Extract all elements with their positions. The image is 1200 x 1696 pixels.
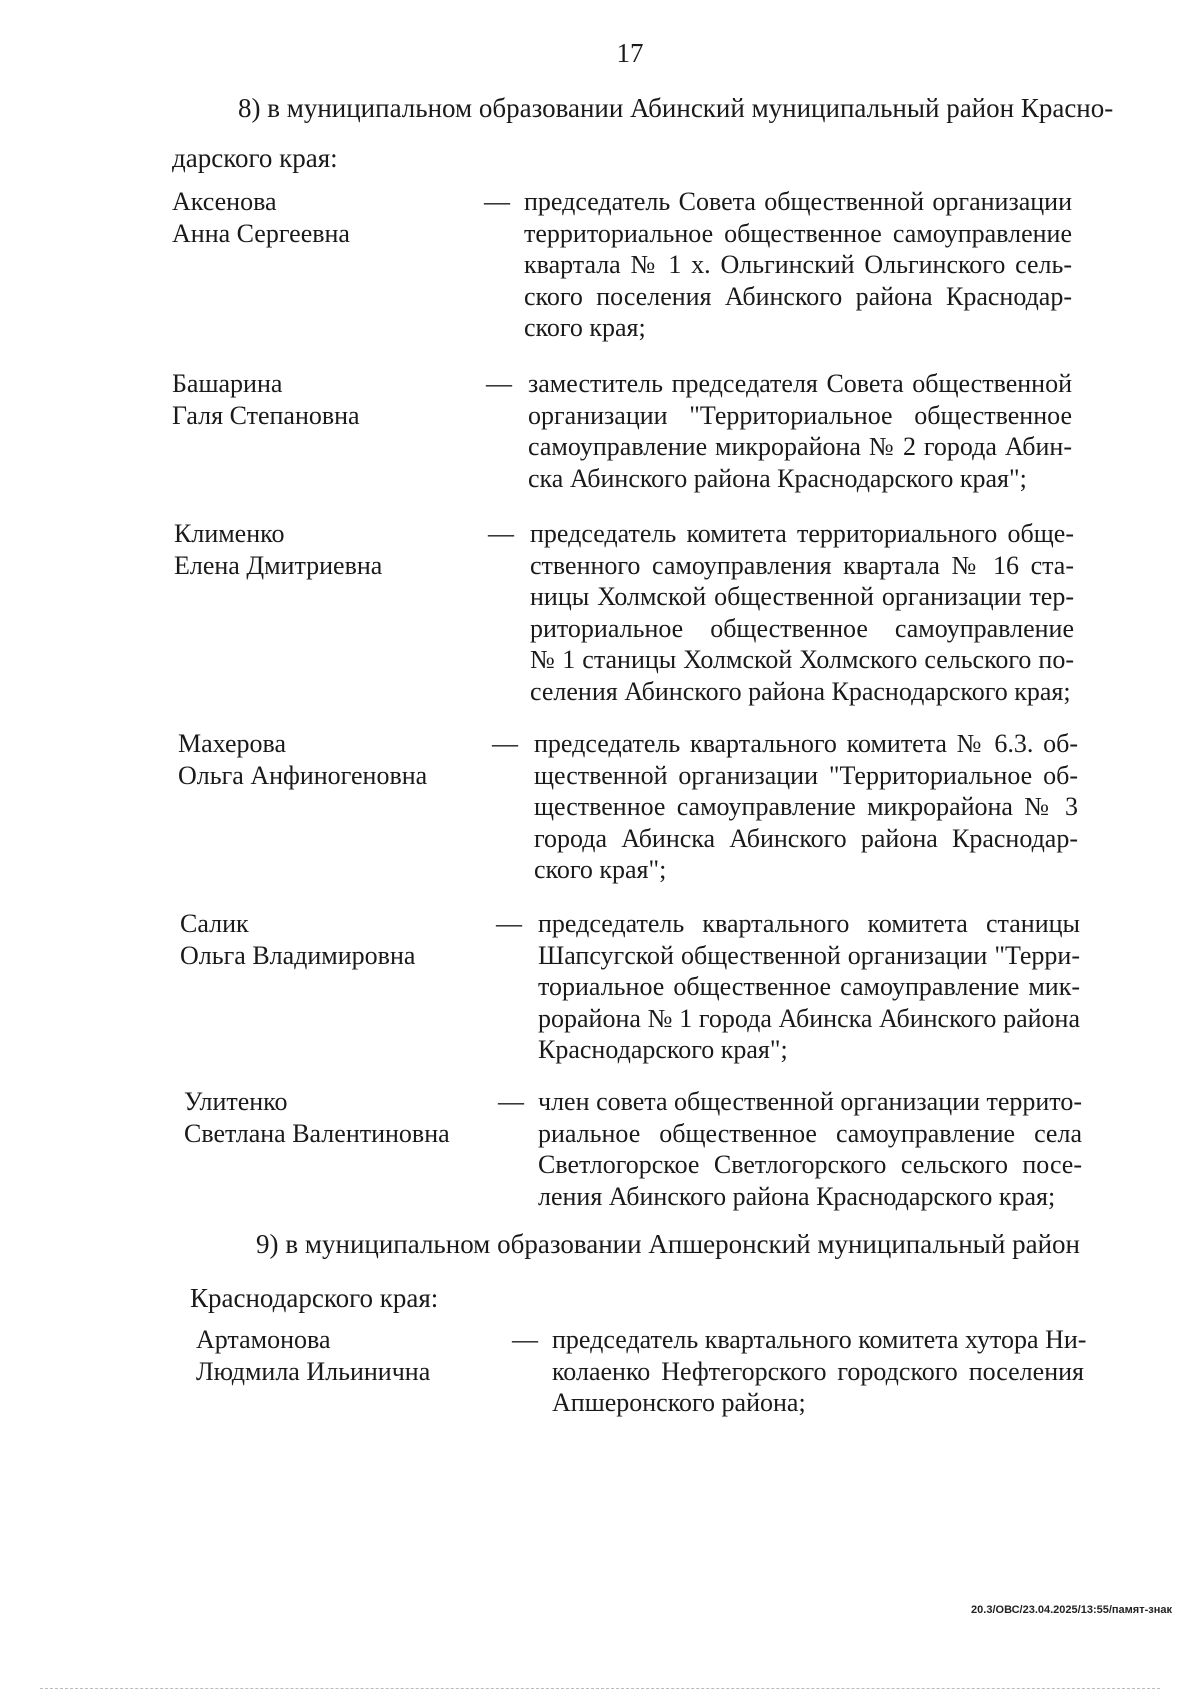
member-name: Клименко Елена Дмитриевна (174, 519, 383, 580)
member-name: Салик Ольга Владимировна (180, 909, 416, 970)
member-position: председатель Совета общественной организации территориальное общественное самоуправление квартала № 1 х. Ольгинский Ольгинского сель- ского поселения Абинского района Краснодар- ского края; (524, 187, 1072, 342)
dash: — (512, 1325, 538, 1354)
section-9-heading-continued: Краснодарского края: (190, 1283, 439, 1313)
dash: — (496, 909, 522, 938)
page-edge-divider (40, 1688, 1160, 1689)
member-name: Махерова Ольга Анфиногеновна (178, 729, 428, 790)
dash: — (492, 729, 518, 758)
member-position: заместитель председателя Совета общественной организации "Территориальное общественное самоуправление микрорайона № 2 города Абин- ска Абинского района Краснодарского края"; (528, 369, 1072, 493)
section-8-heading: 8) в муниципальном образовании Абинский муниципальный район Красно- (238, 93, 1114, 123)
dash: — (488, 519, 514, 548)
page-number: 17 (616, 38, 644, 68)
member-position: член совета общественной организации террито- риальное общественное самоуправление села Светлогорское Светлогорского сельского посе- ления Абинского района Краснодарского края; (538, 1087, 1082, 1211)
section-8-heading-continued: дарского края: (172, 143, 338, 173)
member-name: Башарина Галя Степановна (172, 369, 360, 430)
dash: — (498, 1087, 524, 1116)
member-name: Улитенко Светлана Валентиновна (184, 1087, 450, 1148)
member-position: председатель квартального комитета станицы Шапсугской общественной организации "Терри- ториальное общественное самоуправление мик- рорайона № 1 города Абинска Абинского района Краснодарского края"; (538, 909, 1080, 1064)
document-code: 20.3/ОВС/23.04.2025/13:55/памят-знак (971, 1604, 1172, 1616)
member-position: председатель квартального комитета № 6.3. об- щественной организации "Территориальное об- щественное самоуправление микрорайона № 3 города Абинска Абинского района Краснодар- ского края"; (534, 729, 1078, 884)
member-name: Аксенова Анна Сергеевна (172, 187, 350, 248)
member-name: Артамонова Людмила Ильинична (196, 1325, 431, 1386)
member-position: председатель квартального комитета хутора Ни- колаенко Нефтегорского городского поселения Апшеронского района; (552, 1325, 1087, 1417)
section-9-heading: 9) в муниципальном образовании Апшеронский муниципальный район (256, 1229, 1080, 1259)
dash: — (486, 369, 512, 398)
member-position: председатель комитета территориального обще- ственного самоуправления квартала № 16 ста- ницы Холмской общественной организации тер- риториальное общественное самоуправление № 1 станицы Холмской Холмского сельского по- селения Абинского района Краснодарского края; (530, 519, 1074, 706)
dash: — (484, 187, 510, 216)
